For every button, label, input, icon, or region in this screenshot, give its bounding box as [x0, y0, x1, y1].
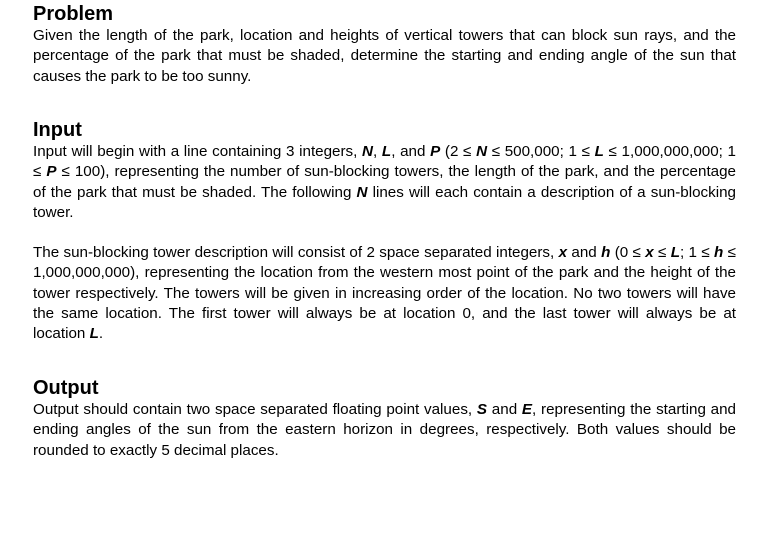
var-l: L — [670, 244, 680, 262]
var-x: x — [558, 244, 568, 262]
var-h: h — [714, 244, 724, 262]
text: , — [373, 143, 382, 160]
text: ≤ 1,000,000,000), representing the location from the western most point of the park and the height of the tower respectively. The towers will be given in increasing order of the location. No two towers will have the same location. The first tower will always be at location 0, and the last tower will always be at location — [33, 244, 736, 343]
output-heading: Output — [33, 377, 99, 399]
text: ≤ — [653, 244, 671, 262]
var-h: h — [601, 244, 611, 262]
var-n: N — [362, 143, 374, 160]
var-l: L — [89, 325, 99, 343]
text: , and — [391, 143, 431, 160]
text: ≤ 100), representing the number of sun-blocking towers, the length of the park, and the percentage of the park that must be shaded. The following — [33, 163, 737, 201]
output-paragraph — [33, 400, 736, 461]
text: Input will begin with a line containing 3 integers, — [33, 143, 363, 160]
text: The sun-blocking tower description will consist of 2 space separated integers, — [33, 244, 559, 262]
text: lines will each contain a description of a sun-blocking tower. — [33, 183, 736, 221]
text: ; 1 ≤ — [680, 244, 715, 262]
problem-heading: Problem — [33, 3, 114, 25]
var-l: L — [594, 143, 604, 160]
text: (2 ≤ — [440, 143, 477, 160]
text: ≤ 1,000,000,000; 1 ≤ — [33, 143, 736, 181]
var-e: E — [521, 401, 533, 418]
input-paragraph-1 — [33, 142, 736, 223]
var-l: L — [381, 143, 392, 160]
var-p: P — [46, 163, 57, 181]
input-paragraph-2 — [33, 243, 736, 344]
input-section — [33, 118, 736, 345]
problem-description: Given the length of the park, location and heights of vertical towers that can block sun rays, and the percentage of the park that must be shaded, determine the starting and ending angle of the sun that causes the park to be too sunny. — [33, 27, 736, 85]
var-x: x — [645, 244, 654, 262]
var-n: N — [356, 183, 368, 201]
text: and — [567, 244, 602, 262]
text: ≤ 500,000; 1 ≤ — [487, 143, 595, 160]
text: , representing the starting and ending angles of the sun from the eastern horizon in degrees, respectively. Both values should be rounded to exactly 5 decimal places. — [33, 401, 736, 459]
var-n: N — [476, 143, 488, 160]
text: . — [98, 325, 104, 343]
output-section — [33, 376, 736, 461]
problem-section — [33, 2, 736, 87]
var-s: S — [476, 401, 488, 418]
text: and — [487, 401, 522, 418]
paragraph-spacer — [33, 223, 736, 243]
input-heading: Input — [33, 119, 82, 141]
text: (0 ≤ — [610, 244, 646, 262]
var-p: P — [430, 143, 441, 160]
text: Output should contain two space separated floating point values, — [33, 401, 477, 418]
